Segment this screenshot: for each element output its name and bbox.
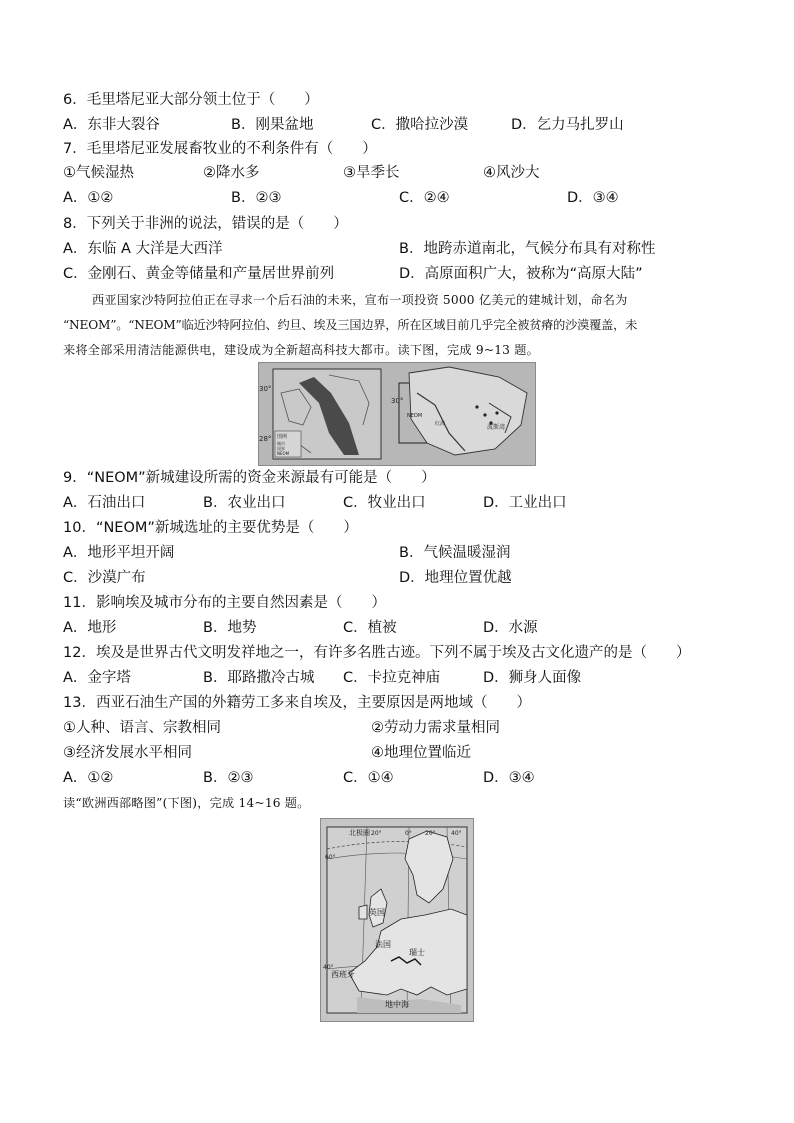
map2-lon-40e: 40° xyxy=(451,830,462,837)
map1-label-neom: NEOM xyxy=(407,413,423,419)
map2-label-uk: 英国 xyxy=(369,908,385,917)
question-8-stem: 8．下列关于非洲的说法，错误的是（ ） xyxy=(63,216,348,232)
map1-legend-title: 图例 xyxy=(277,434,288,440)
map2-label-spain: 西班牙 xyxy=(331,970,355,979)
map1-lat-30: 30° xyxy=(259,385,272,393)
passage-neom-line-1: 西亚国家沙特阿拉伯正在寻求一个后石油的未来，宣布一项投资 5000 亿美元的建城计划，命名为 xyxy=(92,293,628,307)
q7-option-b[interactable]: B．②③ xyxy=(231,190,282,206)
question-6-stem: 6．毛里塔尼亚大部分领土位于（ ） xyxy=(63,92,319,108)
q7-statement-4: ④风沙大 xyxy=(483,165,540,181)
q7-option-c[interactable]: C．②④ xyxy=(399,190,450,206)
q13-option-c[interactable]: C．①④ xyxy=(343,770,394,786)
question-9-stem: 9．“NEOM”新城建设所需的资金来源最有可能是（ ） xyxy=(63,470,436,486)
q6-option-c[interactable]: C．撒哈拉沙漠 xyxy=(371,117,469,133)
map1-label-gulf: 波斯湾 xyxy=(487,424,506,431)
neom-map-drawing xyxy=(259,363,535,465)
q13-statement-1: ①人种、语言、宗教相同 xyxy=(63,720,221,736)
q7-statement-3: ③旱季长 xyxy=(343,165,400,181)
map2-lon-20w: 20° xyxy=(371,830,382,837)
map1-lat-30b: 30° xyxy=(391,397,404,405)
q12-option-a[interactable]: A．金字塔 xyxy=(63,670,131,686)
q11-option-d[interactable]: D．水源 xyxy=(483,620,538,636)
neom-location-map xyxy=(258,362,536,466)
question-13-stem: 13．西亚石油生产国的外籍劳工多来自埃及，主要原因是两地域（ ） xyxy=(63,695,531,711)
q7-option-d[interactable]: D．③④ xyxy=(567,190,619,206)
map2-lat-60: 60° xyxy=(325,854,336,861)
q8-option-c[interactable]: C．金刚石、黄金等储量和产量居世界前列 xyxy=(63,266,335,282)
q8-option-b[interactable]: B．地跨赤道南北，气候分布具有对称性 xyxy=(399,241,656,257)
map2-label-france: 法国 xyxy=(375,940,391,949)
map1-legend-item-neom: NEOM xyxy=(277,451,290,456)
question-11-stem: 11．影响埃及城市分布的主要自然因素是（ ） xyxy=(63,595,386,611)
q9-option-b[interactable]: B．农业出口 xyxy=(203,495,286,511)
map1-legend-item-city: 城市 xyxy=(277,441,285,446)
map1-label-red-sea: 红海 xyxy=(435,421,446,427)
q13-option-b[interactable]: B．②③ xyxy=(203,770,254,786)
q10-option-c[interactable]: C．沙漠广布 xyxy=(63,570,146,586)
q13-option-d[interactable]: D．③④ xyxy=(483,770,535,786)
q10-option-d[interactable]: D．地理位置优越 xyxy=(399,570,512,586)
western-europe-map xyxy=(320,818,474,1022)
map1-lat-28: 28° xyxy=(259,435,272,443)
q7-statement-2: ②降水多 xyxy=(203,165,260,181)
map1-legend-item-border: 国界 xyxy=(277,446,285,451)
q6-option-a[interactable]: A．东非大裂谷 xyxy=(63,117,160,133)
q13-statement-3: ③经济发展水平相同 xyxy=(63,745,192,761)
map2-label-mediterranean: 地中海 xyxy=(385,1000,409,1009)
q13-option-a[interactable]: A．①② xyxy=(63,770,114,786)
map2-lon-0: 0° xyxy=(405,830,412,837)
q9-option-c[interactable]: C．牧业出口 xyxy=(343,495,426,511)
europe-map-drawing xyxy=(321,819,473,1021)
map2-arctic-circle: 北极圈 xyxy=(349,829,370,837)
q9-option-a[interactable]: A．石油出口 xyxy=(63,495,146,511)
q6-option-b[interactable]: B．刚果盆地 xyxy=(231,117,314,133)
q10-option-a[interactable]: A．地形平坦开阔 xyxy=(63,545,175,561)
q12-option-d[interactable]: D．狮身人面像 xyxy=(483,670,582,686)
passage-neom-line-3: 来将全部采用清洁能源供电，建设成为全新超高科技大都市。读下图，完成 9~13 题。 xyxy=(63,343,539,357)
q10-option-b[interactable]: B．气候温暖湿润 xyxy=(399,545,511,561)
question-12-stem: 12．埃及是世界古代文明发祥地之一，有许多名胜古迹。下列不属于埃及古文化遗产的是（ ） xyxy=(63,645,691,661)
question-10-stem: 10．“NEOM”新城选址的主要优势是（ ） xyxy=(63,520,358,536)
q6-option-d[interactable]: D．乞力马扎罗山 xyxy=(511,117,624,133)
map2-lon-20e: 20° xyxy=(425,830,436,837)
map2-label-switzerland: 瑞士 xyxy=(409,948,425,957)
q11-option-a[interactable]: A．地形 xyxy=(63,620,117,636)
q7-option-a[interactable]: A．①② xyxy=(63,190,114,206)
passage-neom-line-2: “NEOM”。“NEOM”临近沙特阿拉伯、约旦、埃及三国边界，所在区域目前几乎完全被贫瘠的沙漠覆盖，未 xyxy=(63,318,638,332)
q13-statement-4: ④地理位置临近 xyxy=(371,745,471,761)
q8-option-d[interactable]: D．高原面积广大，被称为“高原大陆” xyxy=(399,266,643,282)
question-7-stem: 7．毛里塔尼亚发展畜牧业的不利条件有（ ） xyxy=(63,141,377,157)
map2-lat-40: 40° xyxy=(323,964,334,971)
q9-option-d[interactable]: D．工业出口 xyxy=(483,495,567,511)
q11-option-c[interactable]: C．植被 xyxy=(343,620,397,636)
q7-statement-1: ①气候湿热 xyxy=(63,165,134,181)
passage-europe-intro: 读“欧洲西部略图”(下图)，完成 14~16 题。 xyxy=(63,796,310,810)
q12-option-b[interactable]: B．耶路撒冷古城 xyxy=(203,670,315,686)
q13-statement-2: ②劳动力需求量相同 xyxy=(371,720,500,736)
q8-option-a[interactable]: A．东临 A 大洋是大西洋 xyxy=(63,241,223,257)
q11-option-b[interactable]: B．地势 xyxy=(203,620,257,636)
q12-option-c[interactable]: C．卡拉克神庙 xyxy=(343,670,441,686)
